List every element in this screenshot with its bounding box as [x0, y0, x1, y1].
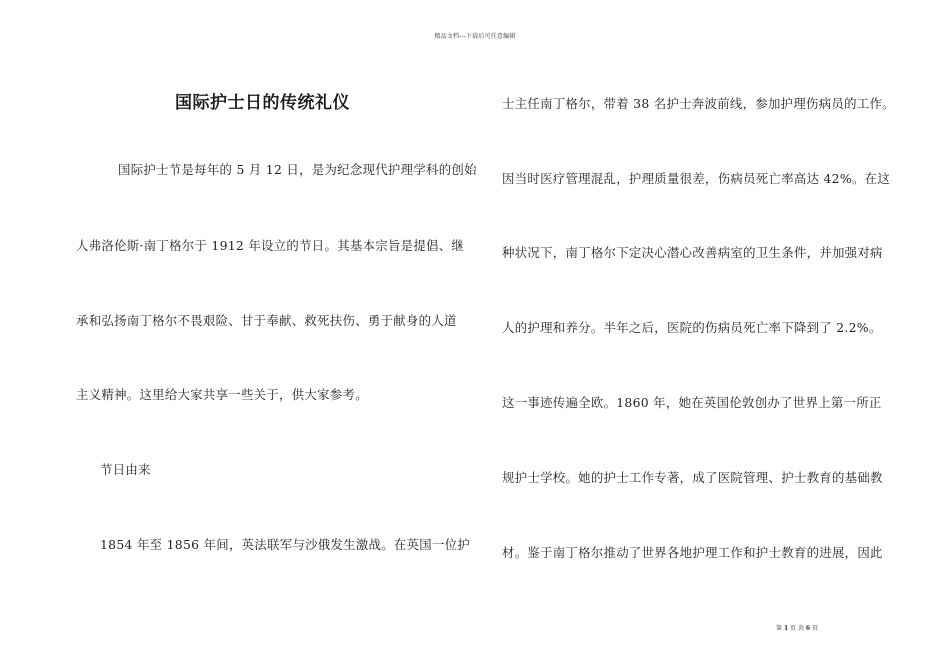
right-paragraph-line-3: 种状况下，南丁格尔下定决心潜心改善病室的卫生条件，并加强对病 — [502, 245, 883, 260]
left-paragraph-line-5: 1854 年至 1856 年间，英法联军与沙俄发生激战。在英国一位护 — [100, 537, 471, 552]
section-heading-origin: 节日由来 — [100, 462, 151, 477]
page-prefix: 第 — [776, 625, 783, 632]
current-page-number: 1 — [783, 625, 789, 632]
page-header-note: 精品文档---下载后可任意编辑 — [434, 33, 516, 40]
right-paragraph-line-7: 材。鉴于南丁格尔推动了世界各地护理工作和护士教育的进展，因此 — [502, 545, 883, 560]
page-middle: 页 共 — [790, 625, 804, 632]
total-page-number: 6 — [805, 625, 811, 632]
document-title: 国际护士日的传统礼仪 — [175, 93, 350, 113]
left-paragraph-line-4: 主义精神。这里给大家共享一些关于，供大家参考。 — [76, 387, 368, 402]
right-paragraph-line-6: 规护士学校。她的护士工作专著，成了医院管理、护士教育的基础教 — [502, 470, 883, 485]
right-paragraph-line-4: 人的护理和养分。半年之后，医院的伤病员死亡率下降到了 2.2%。 — [502, 320, 882, 335]
left-paragraph-line-1: 国际护士节是每年的 5 月 12 日，是为纪念现代护理学科的创始 — [118, 162, 477, 177]
left-paragraph-line-3: 承和弘扬南丁格尔不畏艰险、甘于奉献、救死扶伤、勇于献身的人道 — [76, 313, 457, 328]
right-paragraph-line-5: 这一事迹传遍全欧。1860 年，她在英国伦敦创办了世界上第一所正 — [502, 395, 882, 410]
page-suffix: 页 — [812, 625, 819, 632]
page-number-indicator — [776, 623, 818, 632]
right-paragraph-line-2: 因当时医疗管理混乱，护理质量很差，伤病员死亡率高达 42%。在这 — [502, 171, 891, 186]
right-paragraph-line-1: 士主任南丁格尔，带着 38 名护士奔波前线，参加护理伤病员的工作。 — [502, 96, 895, 111]
left-paragraph-line-2: 人弗洛伦斯·南丁格尔于 1912 年设立的节日。其基本宗旨是提倡、继 — [76, 238, 465, 253]
